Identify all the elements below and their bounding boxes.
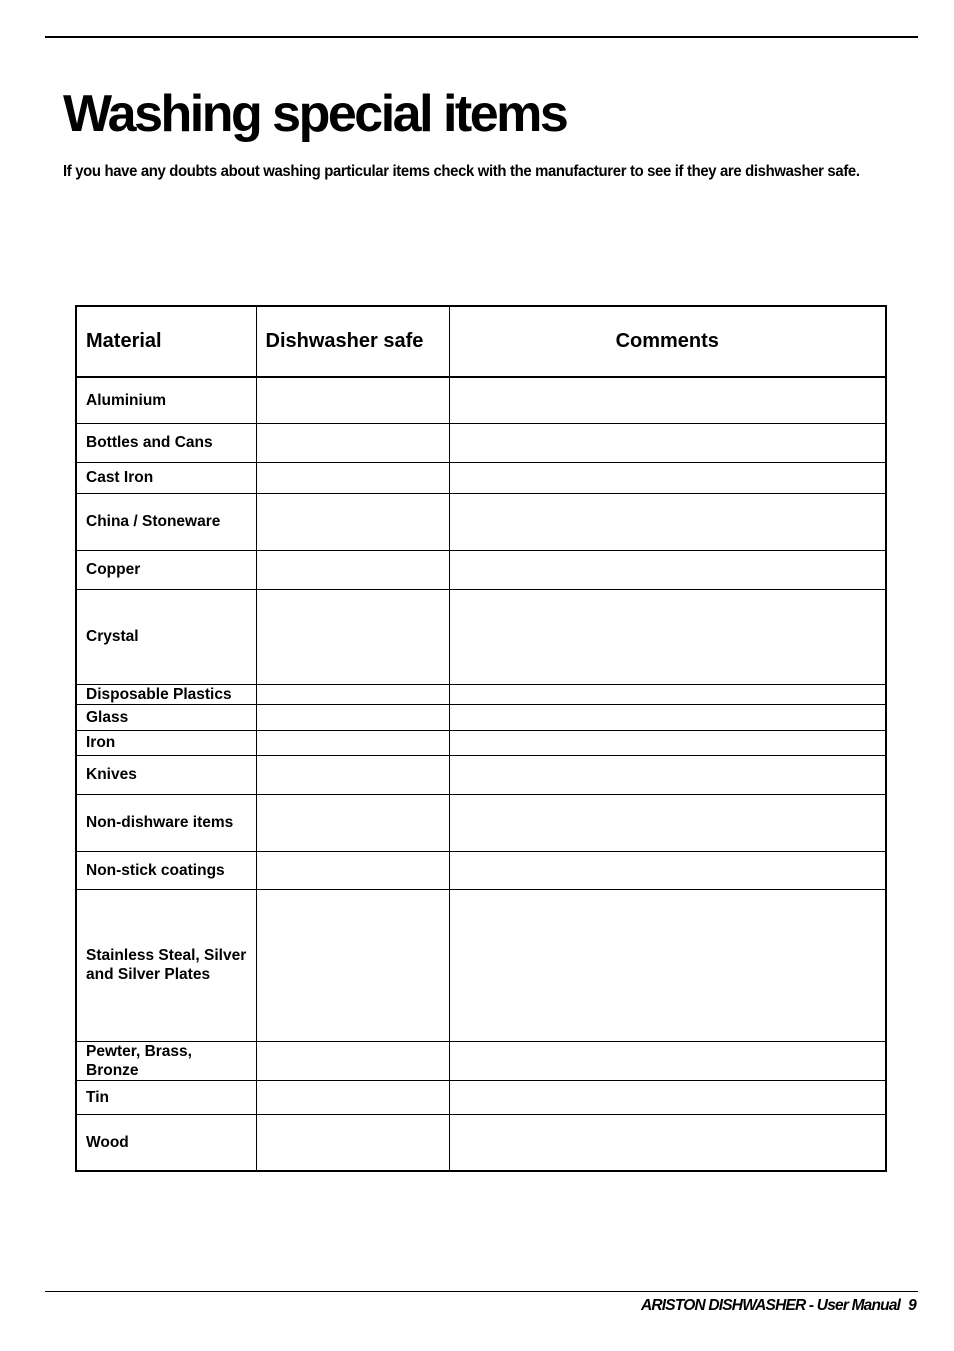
dishwasher-safe-cell <box>256 704 449 730</box>
table-row <box>76 1041 886 1080</box>
material-cell: Pewter, Brass, Bronze <box>76 1041 256 1080</box>
comments-cell <box>449 1080 886 1114</box>
comments-cell <box>449 1114 886 1171</box>
table-row <box>76 889 886 1041</box>
dishwasher-safe-cell <box>256 1080 449 1114</box>
dishwasher-safe-cell <box>256 462 449 493</box>
table-row <box>76 684 886 704</box>
material-cell: Disposable Plastics <box>76 684 256 704</box>
table-row <box>76 462 886 493</box>
dishwasher-safe-cell <box>256 851 449 889</box>
comments-cell <box>449 423 886 462</box>
dishwasher-safe-cell <box>256 684 449 704</box>
comments-cell <box>449 704 886 730</box>
material-cell: Cast Iron <box>76 462 256 493</box>
material-cell: Copper <box>76 550 256 589</box>
material-cell: Crystal <box>76 589 256 684</box>
table-row <box>76 794 886 851</box>
material-cell: Iron <box>76 730 256 755</box>
material-cell: Tin <box>76 1080 256 1114</box>
dishwasher-safe-cell <box>256 794 449 851</box>
dishwasher-safe-cell <box>256 423 449 462</box>
dishwasher-safe-cell <box>256 1114 449 1171</box>
header-dishwasher-safe: Dishwasher safe <box>256 306 449 377</box>
page-number: 9 <box>908 1297 916 1314</box>
dishwasher-safe-cell <box>256 755 449 794</box>
table-row <box>76 851 886 889</box>
table-body <box>76 377 886 1171</box>
comments-cell <box>449 493 886 550</box>
materials-table <box>75 305 887 1172</box>
comments-cell <box>449 377 886 423</box>
dishwasher-safe-cell <box>256 377 449 423</box>
table-row <box>76 704 886 730</box>
comments-cell <box>449 589 886 684</box>
page-title: Washing special items <box>63 85 567 143</box>
table-row <box>76 589 886 684</box>
comments-cell <box>449 1041 886 1080</box>
table-row <box>76 423 886 462</box>
table-row <box>76 550 886 589</box>
table-header-row <box>76 306 886 377</box>
material-cell: Non-dishware items <box>76 794 256 851</box>
comments-cell <box>449 462 886 493</box>
material-cell: Knives <box>76 755 256 794</box>
material-cell: Wood <box>76 1114 256 1171</box>
material-cell: Non-stick coatings <box>76 851 256 889</box>
material-cell: Glass <box>76 704 256 730</box>
dishwasher-safe-cell <box>256 730 449 755</box>
dishwasher-safe-cell <box>256 493 449 550</box>
intro-paragraph: If you have any doubts about washing particular items check with the manufacturer to see if they are dishwasher safe. <box>63 163 860 180</box>
comments-cell <box>449 730 886 755</box>
comments-cell <box>449 755 886 794</box>
table-row <box>76 755 886 794</box>
comments-cell <box>449 684 886 704</box>
table-row <box>76 493 886 550</box>
bottom-rule <box>45 1291 918 1292</box>
material-cell: China / Stoneware <box>76 493 256 550</box>
material-cell: Bottles and Cans <box>76 423 256 462</box>
header-comments: Comments <box>449 306 886 377</box>
dishwasher-safe-cell <box>256 550 449 589</box>
material-cell: Aluminium <box>76 377 256 423</box>
comments-cell <box>449 794 886 851</box>
table-row <box>76 1080 886 1114</box>
comments-cell <box>449 851 886 889</box>
table-row <box>76 377 886 423</box>
comments-cell <box>449 550 886 589</box>
header-material: Material <box>76 306 256 377</box>
dishwasher-safe-cell <box>256 1041 449 1080</box>
table-row <box>76 730 886 755</box>
comments-cell <box>449 889 886 1041</box>
dishwasher-safe-cell <box>256 589 449 684</box>
material-cell: Stainless Steal, Silver and Silver Plates <box>76 889 256 1041</box>
footer-text: ARISTON DISHWASHER - User Manual <box>640 1297 901 1314</box>
top-rule <box>45 36 918 38</box>
table-row <box>76 1114 886 1171</box>
dishwasher-safe-cell <box>256 889 449 1041</box>
page-footer <box>641 1297 916 1315</box>
